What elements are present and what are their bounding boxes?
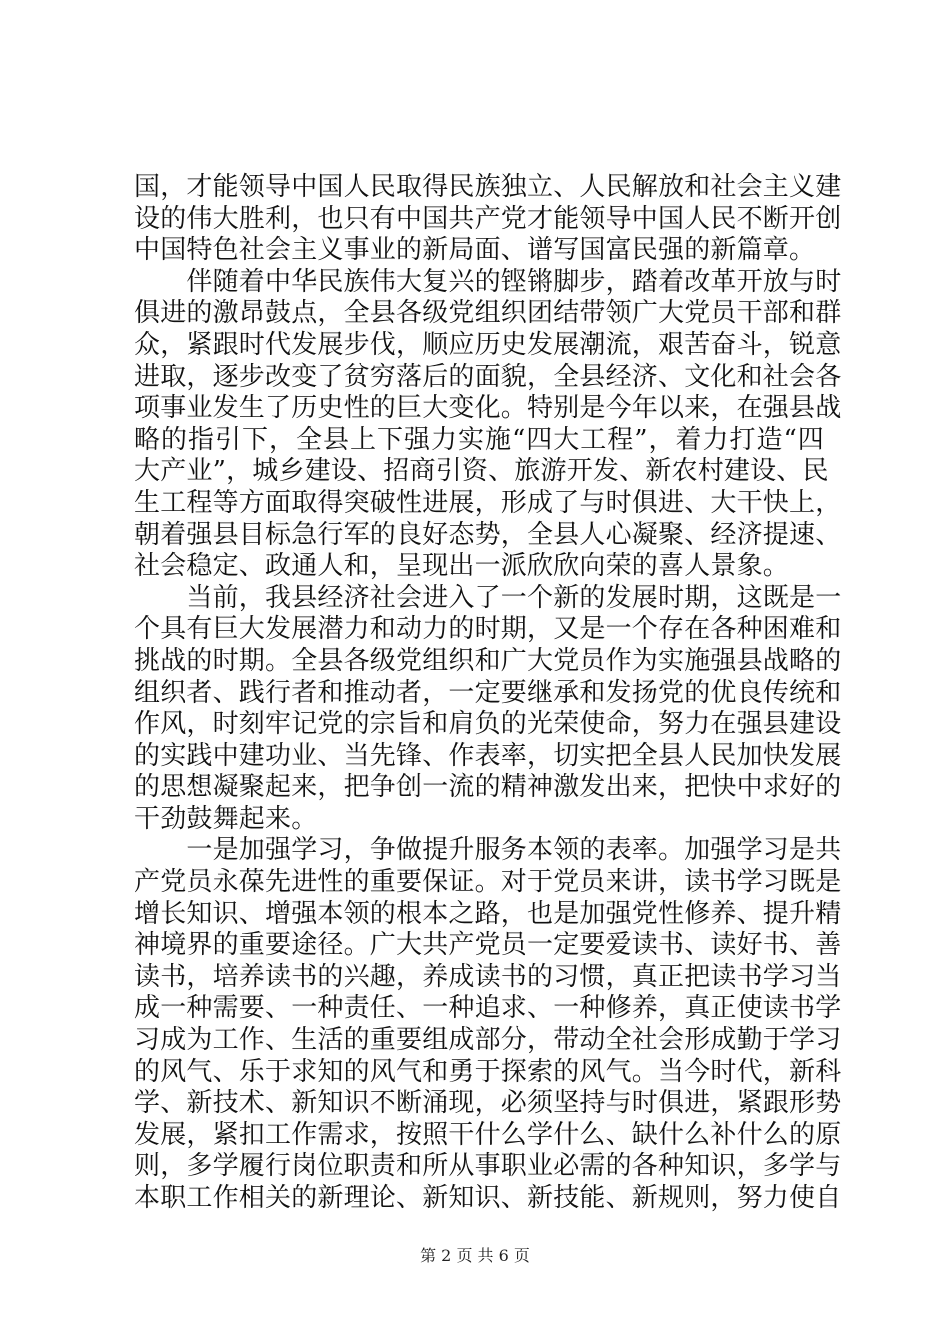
text-line: 大产业”，城乡建设、招商引资、旅游开发、新农村建设、民 bbox=[134, 456, 829, 487]
text-line: 读书，培养读书的兴趣，养成读书的习惯，真正把读书学习当 bbox=[134, 961, 842, 992]
text-line: 中国特色社会主义事业的新局面、谱写国富民强的新篇章。 bbox=[134, 235, 816, 266]
text-line: 项事业发生了历史性的巨大变化。特别是今年以来，在强县战 bbox=[134, 393, 842, 424]
text-line: 生工程等方面取得突破性进展，形成了与时俱进、大干快上， bbox=[134, 487, 842, 518]
text-line: 发展，紧扣工作需求，按照干什么学什么、缺什么补什么的原 bbox=[134, 1119, 842, 1150]
text-line: 一是加强学习，争做提升服务本领的表率。加强学习是共 bbox=[134, 835, 842, 866]
text-line: 略的指引下，全县上下强力实施“四大工程”，着力打造“四 bbox=[134, 424, 824, 455]
text-line: 干劲鼓舞起来。 bbox=[134, 803, 318, 834]
text-line: 当前，我县经济社会进入了一个新的发展时期，这既是一 bbox=[134, 582, 842, 613]
text-line: 学、新技术、新知识不断涌现，必须坚持与时俱进，紧跟形势 bbox=[134, 1088, 842, 1119]
text-line: 进取，逐步改变了贫穷落后的面貌，全县经济、文化和社会各 bbox=[134, 361, 842, 392]
text-line: 的实践中建功业、当先锋、作表率，切实把全县人民加快发展 bbox=[134, 740, 842, 771]
text-line: 朝着强县目标急行军的良好态势，全县人心凝聚、经济提速、 bbox=[134, 519, 842, 550]
text-line: 挑战的时期。全县各级党组织和广大党员作为实施强县战略的 bbox=[134, 645, 842, 676]
text-line: 产党员永葆先进性的重要保证。对于党员来讲，读书学习既是 bbox=[134, 867, 842, 898]
text-line: 众，紧跟时代发展步伐，顺应历史发展潮流，艰苦奋斗，锐意 bbox=[134, 329, 842, 360]
text-line: 则，多学履行岗位职责和所从事职业必需的各种知识，多学与 bbox=[134, 1151, 842, 1182]
text-line: 作风，时刻牢记党的宗旨和肩负的光荣使命，努力在强县建设 bbox=[134, 709, 842, 740]
text-line: 增长知识、增强本领的根本之路，也是加强党性修养、提升精 bbox=[134, 898, 842, 929]
text-line: 国，才能领导中国人民取得民族独立、人民解放和社会主义建 bbox=[134, 172, 842, 202]
body-text bbox=[134, 172, 842, 1215]
text-line: 习成为工作、生活的重要组成部分，带动全社会形成勤于学习 bbox=[134, 1025, 842, 1056]
text-line: 本职工作相关的新理论、新知识、新技能、新规则，努力使自 bbox=[134, 1183, 842, 1213]
page-number-footer: 第 2 页 共 6 页 bbox=[420, 1246, 530, 1265]
text-line: 的风气、乐于求知的风气和勇于探索的风气。当今时代，新科 bbox=[134, 1056, 842, 1087]
text-line: 伴随着中华民族伟大复兴的铿锵脚步，踏着改革开放与时 bbox=[134, 266, 842, 297]
text-line: 设的伟大胜利，也只有中国共产党才能领导中国人民不断开创 bbox=[134, 203, 842, 234]
text-line: 神境界的重要途径。广大共产党员一定要爱读书、读好书、善 bbox=[134, 930, 842, 961]
text-line: 俱进的激昂鼓点，全县各级党组织团结带领广大党员干部和群 bbox=[134, 298, 842, 329]
text-line: 个具有巨大发展潜力和动力的时期，又是一个存在各种困难和 bbox=[134, 614, 842, 645]
text-line: 成一种需要、一种责任、一种追求、一种修养，真正使读书学 bbox=[134, 993, 842, 1024]
text-line: 的思想凝聚起来，把争创一流的精神激发出来，把快中求好的 bbox=[134, 772, 842, 803]
text-line: 社会稳定、政通人和，呈现出一派欣欣向荣的喜人景象。 bbox=[134, 551, 790, 582]
text-line: 组织者、践行者和推动者，一定要继承和发扬党的优良传统和 bbox=[134, 677, 842, 708]
